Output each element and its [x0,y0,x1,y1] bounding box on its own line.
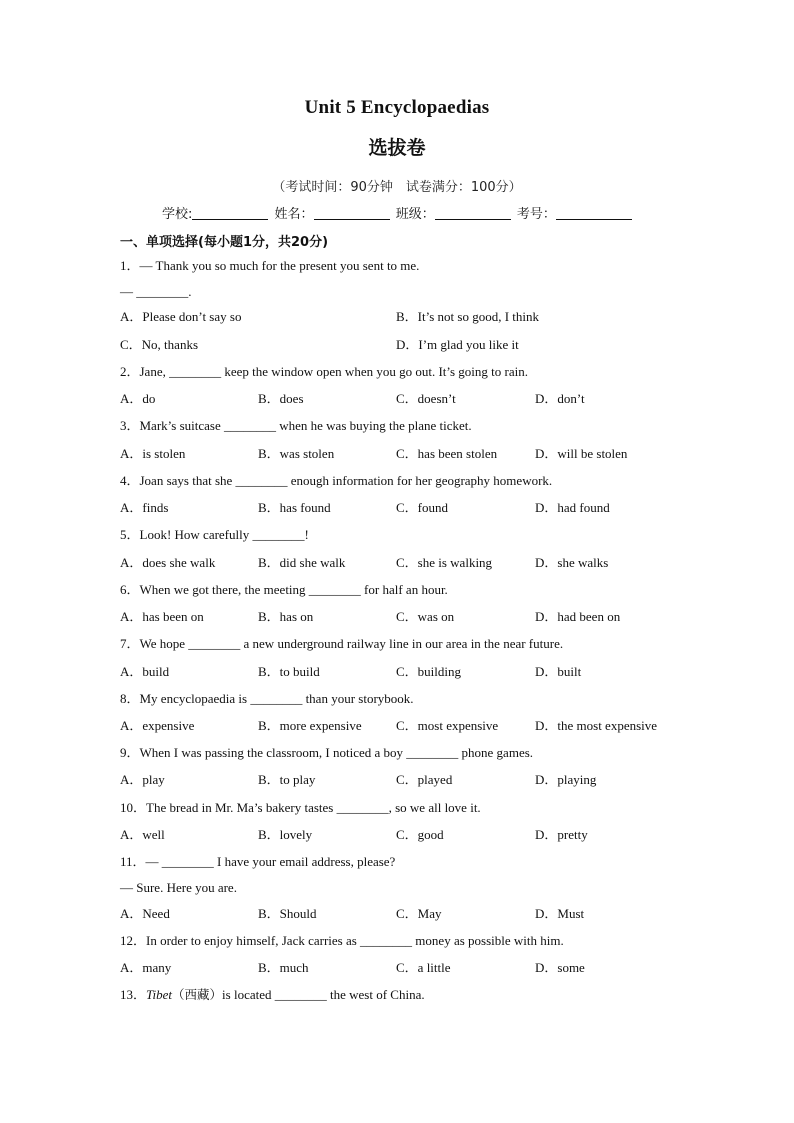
option-a: A．is stolen [120,446,186,461]
option-a: A．play [120,772,165,787]
page-subtitle: 选拔卷 [368,137,426,159]
option-b: B．much [258,960,309,975]
option-a: A．finds [120,500,169,515]
option-a: A．do [120,391,156,406]
question-stem: 9．When I was passing the classroom, I noticed a boy ________ phone games. [120,745,534,760]
option-c: C．No, thanks [120,337,199,352]
option-d: D．will be stolen [535,446,628,461]
class-label: 班级： [395,207,435,222]
question-stem: 5．Look! How carefully ________! [120,527,309,542]
option-b: B．to build [258,664,320,679]
option-b: B．to play [258,772,316,787]
option-b: B．lovely [258,827,313,842]
option-a: A．well [120,827,165,842]
option-d: D．some [535,960,585,975]
option-a: A．expensive [120,718,195,733]
question-stem: 3．Mark’s suitcase ________ when he was buying the plane ticket. [120,418,472,433]
option-b: B．Should [258,906,317,921]
option-c: C．May [396,906,442,921]
option-c: C．good [396,827,444,842]
option-c: C．played [396,772,453,787]
section-heading: 一、单项选择(每小题1分，共20分) [120,235,329,250]
option-d: D．she walks [535,555,609,570]
school-label: 学校: [162,207,193,222]
option-c: C．found [396,500,449,515]
option-c: C．building [396,664,462,679]
question-stem: 11．— ________ I have your email address, please? [120,854,396,869]
option-b: B．did she walk [258,555,346,570]
option-c: C．was on [396,609,455,624]
option-a: A．has been on [120,609,204,624]
option-d: D．don’t [535,391,585,406]
option-d: D．had been on [535,609,621,624]
option-b: B．has on [258,609,314,624]
question-stem: 1．— Thank you so much for the present you sent to me. [120,258,420,273]
question-rest: is located ________ the west of China. [222,987,425,1002]
option-c: C．has been stolen [396,446,498,461]
question-stem: — Sure. Here you are. [120,880,237,895]
option-d: D．had found [535,500,610,515]
option-d: D．built [535,664,582,679]
page-title: Unit 5 Encyclopaedias [304,97,490,118]
question-stem: 2．Jane, ________ keep the window open when you go out. It’s going to rain. [120,364,528,379]
option-a: A．Need [120,906,170,921]
option-a: A．Please don’t say so [120,309,242,324]
question-stem: 8．My encyclopaedia is ________ than your storybook. [120,691,414,706]
option-d: D．the most expensive [535,718,658,733]
option-d: D．Must [535,906,585,921]
option-b: B．was stolen [258,446,335,461]
option-d: D．I’m glad you like it [396,337,519,352]
question-stem: 12．In order to enjoy himself, Jack carries as ________ money as possible with him. [120,933,564,948]
question-stem [120,987,425,1003]
exam-number-label: 考号： [516,207,556,222]
option-c: C．most expensive [396,718,499,733]
question-stem: — ________. [120,284,192,299]
question-stem: 4．Joan says that she ________ enough information for her geography homework. [120,473,553,488]
exam-info: （考试时间：90分钟 试卷满分：100分） [272,180,522,195]
option-a: A．build [120,664,170,679]
option-b: B．does [258,391,304,406]
question-stem: 7．We hope ________ a new underground railway line in our area in the near future. [120,636,564,651]
option-c: C．doesn’t [396,391,456,406]
question-stem: 10．The bread in Mr. Ma’s bakery tastes ________, so we all love it. [120,800,481,815]
option-d: D．playing [535,772,597,787]
option-b: B．has found [258,500,331,515]
option-d: D．pretty [535,827,588,842]
option-b: B．more expensive [258,718,362,733]
option-a: A．many [120,960,172,975]
name-label: 姓名： [274,207,314,222]
italic-term: Tibet [146,987,173,1002]
question-number: 13． [120,987,147,1002]
option-c: C．a little [396,960,451,975]
option-c: C．she is walking [396,555,493,570]
option-b: B．It’s not so good, I think [396,309,540,324]
question-stem: 6．When we got there, the meeting ________ for half an hour. [120,582,448,597]
option-a: A．does she walk [120,555,216,570]
chinese-gloss: （西藏） [172,987,223,1002]
